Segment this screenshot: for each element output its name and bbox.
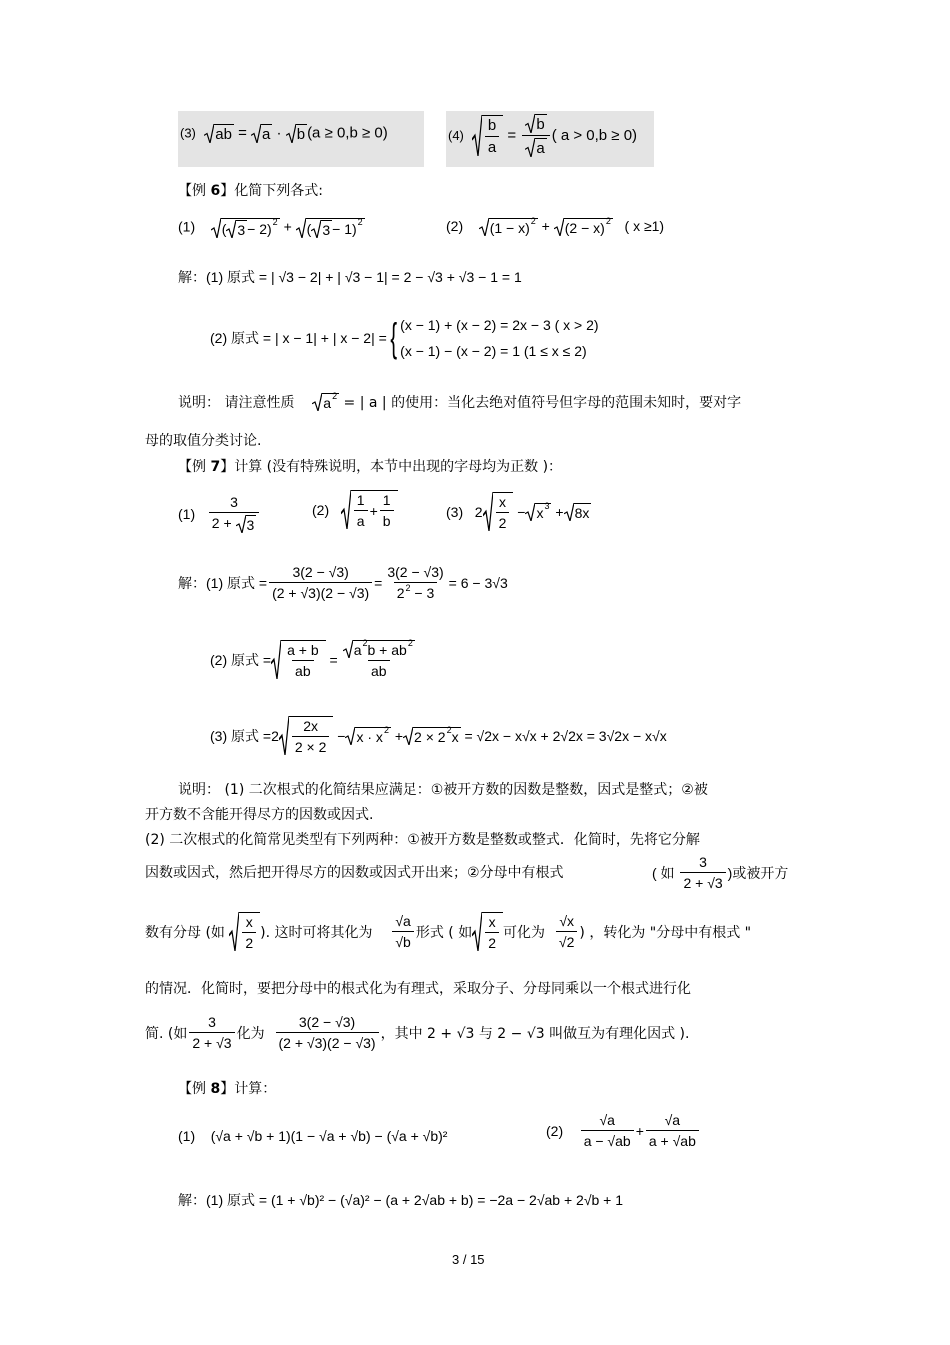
note-7-line-2: 开方数不含能开得尽方的因数或因式.: [145, 807, 374, 823]
example-8-question-1: [178, 1128, 447, 1144]
property-4-formula: (4) b a = b a ( a > 0,b ≥ 0): [448, 116, 638, 157]
note-7-line-5: 数有分母 (如 x 2 ). 这时可将其化为 √a √b 形式 ( 如 x 2 可化为 √x √2 ) ，转化为 "分母中有根式 ": [145, 913, 752, 951]
piecewise-case-2: (x − 1) − (x − 2) = 1 (1 ≤ x ≤ 2): [400, 343, 587, 359]
property-3-formula: (3) ab = a · b (a ≥ 0,b ≥ 0): [180, 124, 388, 143]
example-6-number: 6: [210, 183, 221, 199]
example-8-question-2: (2) √a a − √ab + √a a + √ab: [546, 1112, 701, 1149]
note-7-line-4: [145, 862, 564, 882]
line4-text: 因数或因式，然后把开得尽方的因数或因式开出来；②分母中有根式: [145, 865, 564, 881]
example-8-prefix: 【例: [178, 1081, 211, 1097]
line5-c: 形式 ( 如: [415, 924, 473, 941]
q2-label: (2): [546, 1122, 564, 1139]
q1-label: (1): [178, 218, 196, 235]
example-6-solution-2: (2) 原式 = | x − 1| + | x − 2| = { (x − 1) + (x − 2) = 2x − 3 ( x > 2) (x − 1) − (x − 2) = 1 (1 ≤ x ≤ 2): [210, 312, 599, 364]
line4-tail: )或被开方: [727, 864, 789, 881]
example-7-solution-1: 解：(1) 原式 = $\frac{3(2 - √3)}{(2 + √3)(2 - √3)}$ = $\frac{3(2 - √3)}{2^2 - 3}$ = 6 − 3√3: [178, 564, 508, 601]
line5-d: 可化为: [503, 924, 546, 941]
line7-c: ，其中 2 + √3 与 2 − √3 叫做互为有理化因式 ).: [380, 1025, 690, 1042]
line5-a: 数有分母 (如: [145, 924, 225, 941]
note-prefix: 说明： 请注意性质: [178, 395, 295, 411]
example-7-question-1: (1) 3 2 + 3: [178, 494, 261, 533]
example-7-number: 7: [210, 459, 221, 475]
example-8-number: 8: [210, 1081, 221, 1097]
q2-label: (2): [312, 501, 330, 518]
solution-expression: (1 + √b)² − (√a)² − (a + 2√ab + b) = −2a − 2√ab + 2√b + 1: [270, 1192, 624, 1208]
example-6-solution-1: [178, 267, 522, 287]
example-6-note: 说明： 请注意性质 a 2 = | a | 的使用：当化去绝对值符号但字母的范围未知时，要对字: [178, 391, 742, 411]
solution-label: 解：(1) 原式 =: [178, 1192, 268, 1208]
note-7-line-6: 的情况．化简时，要把分母中的根式化为有理式，采取分子、分母同乘以一个根式进行化: [145, 981, 691, 997]
line5-e: ) ，转化为 "分母中有根式 ": [579, 924, 752, 941]
solution-3-tail: = √2x − x√x + 2√2x = 3√2x − x√x: [464, 727, 667, 744]
solution-2-label: (2) 原式 = | x − 1| + | x − 2| =: [210, 330, 387, 346]
solution-1-expr: | √3 − 2| + | √3 − 1| = 2 − √3 + √3 − 1 = 1: [270, 269, 522, 285]
line7-a: 简. (如: [145, 1025, 188, 1042]
example-8-title: [178, 1078, 276, 1098]
example-6-suffix: 】化简下列各式:: [220, 183, 323, 199]
example-7-solution-2: (2) 原式 = a + b ab = a 2 b + ab 2 ab: [210, 638, 413, 680]
solution-1-result: = 6 − 3√3: [448, 574, 508, 591]
example-7-solution-3: (3) 原式 = 2 2x 2 × 2 − x · x 2 + 2 × 2 2 x = √2x − x√x + 2√2x = 3√2x − x√x: [210, 718, 667, 755]
q1-label: (1): [178, 1128, 196, 1144]
example-7-prefix: 【例: [178, 459, 211, 475]
note-text: = | a | 的使用：当化去绝对值符号但字母的范围未知时，要对字: [343, 395, 742, 411]
piecewise-case-1: (x − 1) + (x − 2) = 2x − 3 ( x > 2): [400, 317, 599, 333]
q2-condition: ( x ≥1): [624, 218, 665, 234]
note-7-line-4-example: ( 如 3 2 + √3 )或被开方: [652, 854, 789, 891]
example-7-question-3: (3) 2 x 2 − x 3 + 8x: [446, 494, 590, 531]
q1-label: (1): [178, 505, 196, 522]
example-6-question-2: (2) (1 − x) 2 + (2 − x) 2 ( x ≥1): [446, 216, 665, 237]
q3-label: (3): [446, 503, 464, 520]
example-6-question-1: (1) ( 3 − 2) 2 + ( 3 − 1) 2: [178, 217, 363, 238]
example-6-title: [178, 180, 323, 200]
property-3-label: (3): [180, 125, 196, 141]
line4-ru: ( 如: [652, 864, 675, 881]
solution-3-label: (3) 原式 =: [210, 727, 272, 744]
example-7-question-2: (2) 1 a + 1 b: [312, 490, 398, 529]
property-3-condition: (a ≥ 0,b ≥ 0): [307, 124, 388, 142]
solution-2-label: (2) 原式 =: [210, 651, 272, 668]
example-8-solution-1: [178, 1190, 623, 1210]
property-4-label: (4): [448, 128, 464, 143]
solution-1-label: 解：(1) 原式 =: [178, 574, 268, 591]
example-6-note-line-2: 母的取值分类讨论.: [145, 433, 262, 449]
example-7-title: [178, 456, 562, 476]
q1-expression: (√a + √b + 1)(1 − √a + √b) − (√a + √b)²: [210, 1128, 448, 1144]
note-7-line-7: 简. (如 3 2 + √3 化为 3(2 − √3) (2 + √3)(2 − √3) ，其中 2 + √3 与 2 − √3 叫做互为有理化因式 ).: [145, 1014, 690, 1051]
note-7-line-1: 说明： (1) 二次根式的化简结果应满足：①被开方数的因数是整数，因式是整式；②被: [178, 782, 708, 798]
page-number: 3 / 15: [452, 1252, 485, 1267]
line5-b: ). 这时可将其化为: [260, 924, 373, 941]
note-7-line-3: (2) 二次根式的化简常见类型有下列两种：①被开方数是整数或整式．化简时，先将它分解: [145, 832, 700, 848]
example-7-suffix: 】计算 (没有特殊说明，本节中出现的字母均为正数 )：: [220, 459, 563, 475]
line7-b: 化为: [236, 1025, 265, 1042]
example-8-suffix: 】计算：: [220, 1081, 277, 1097]
solution-label: 解：(1) 原式 =: [178, 269, 268, 285]
property-4-condition: ( a > 0,b ≥ 0): [551, 127, 638, 144]
q2-label: (2): [446, 218, 464, 234]
example-6-prefix: 【例: [178, 183, 211, 199]
